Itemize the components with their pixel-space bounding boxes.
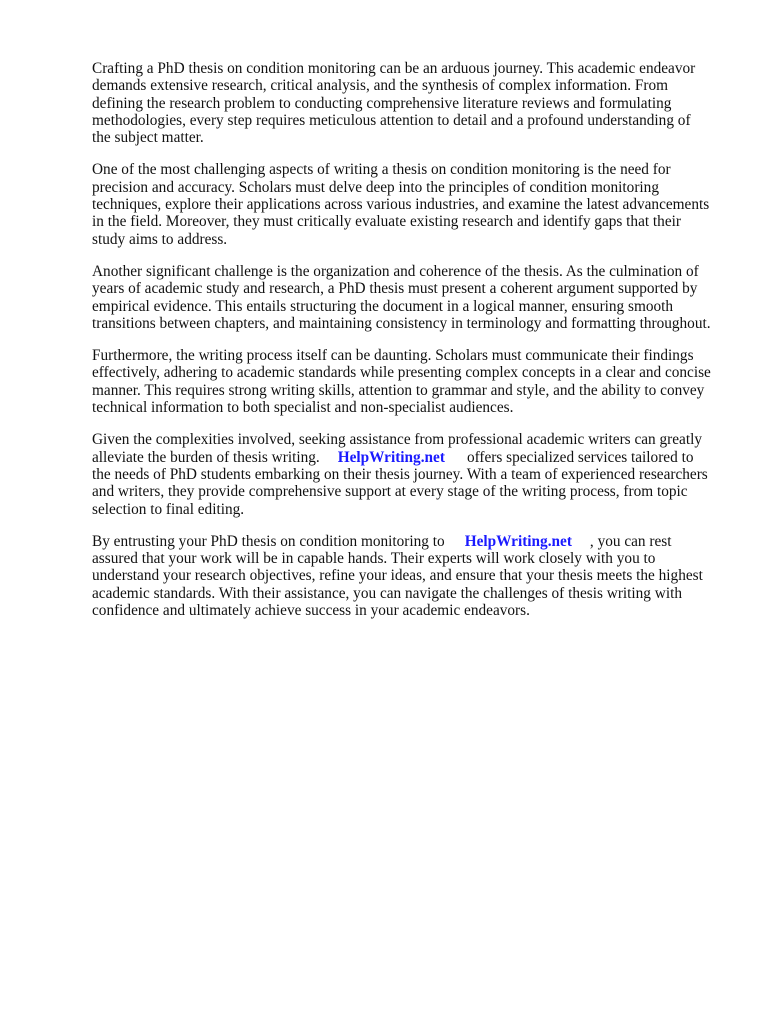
text-line: technical information to both specialist and non-specialist audiences. — [92, 399, 514, 417]
text-line: selection to final editing. — [92, 500, 245, 518]
text-line: years of academic study and research, a PhD thesis must present a coherent argument supported by — [92, 280, 698, 298]
text-line: the needs of PhD students embarking on their thesis journey. With a team of experienced researchers — [92, 465, 708, 483]
text-segment: By entrusting your PhD thesis on condition monitoring to — [92, 532, 445, 550]
text-line: techniques, explore their applications across various industries, and examine the latest advancements — [92, 196, 710, 214]
text-line: empirical evidence. This entails structuring the document in a logical manner, ensuring smooth — [92, 297, 674, 315]
text-line: Crafting a PhD thesis on condition monitoring can be an arduous journey. This academic endeavor — [92, 60, 696, 77]
helpwriting-link[interactable]: HelpWriting.net — [337, 448, 445, 466]
helpwriting-link[interactable]: HelpWriting.net — [464, 532, 572, 550]
text-line: understand your research objectives, refine your ideas, and ensure that your thesis meets the highest — [92, 567, 703, 585]
text-line-with-link — [92, 533, 732, 550]
text-line: Given the complexities involved, seeking assistance from professional academic writers can greatly — [92, 431, 702, 449]
text-line: Furthermore, the writing process itself can be daunting. Scholars must communicate their findings — [92, 347, 694, 365]
text-line: effectively, adhering to academic standards while presenting complex concepts in a clear and concise — [92, 364, 711, 382]
text-line: demands extensive research, critical analysis, and the synthesis of complex information. From — [92, 77, 669, 95]
text-line: manner. This requires strong writing skills, attention to grammar and style, and the ability to convey — [92, 381, 705, 399]
text-line: academic standards. With their assistance, you can navigate the challenges of thesis writing with — [92, 584, 682, 602]
paragraph-organization — [92, 263, 732, 332]
text-line: One of the most challenging aspects of writing a thesis on condition monitoring is the need for — [92, 161, 671, 179]
text-line: precision and accuracy. Scholars must delve deep into the principles of condition monitoring — [92, 178, 659, 196]
paragraph-assistance — [92, 431, 732, 517]
paragraph-intro — [92, 60, 732, 146]
paragraph-writing-process — [92, 347, 732, 416]
text-line: confidence and ultimately achieve success in your academic endeavors. — [92, 602, 530, 620]
text-line: study aims to address. — [92, 230, 228, 248]
text-line-with-link — [92, 449, 732, 466]
text-line: and writers, they provide comprehensive support at every stage of the writing process, from topic — [92, 483, 688, 501]
text-line: defining the research problem to conducting comprehensive literature reviews and formulating — [92, 94, 672, 112]
paragraph-entrusting — [92, 533, 732, 619]
text-line: methodologies, every step requires meticulous attention to detail and a profound understanding of — [92, 111, 691, 129]
text-segment: , you can rest — [589, 532, 672, 550]
text-line: in the field. Moreover, they must critically evaluate existing research and identify gaps that their — [92, 213, 681, 231]
paragraph-challenges — [92, 161, 732, 247]
text-segment: alleviate the burden of thesis writing. — [92, 448, 320, 466]
text-segment: offers specialized services tailored to — [466, 448, 694, 466]
text-line: Another significant challenge is the organization and coherence of the thesis. As the culmination of — [92, 262, 699, 280]
text-line: transitions between chapters, and maintaining consistency in terminology and formatting throughout. — [92, 314, 711, 332]
text-line: the subject matter. — [92, 129, 204, 147]
document-page — [92, 60, 732, 634]
text-line: assured that your work will be in capable hands. Their experts will work closely with you to — [92, 550, 656, 568]
